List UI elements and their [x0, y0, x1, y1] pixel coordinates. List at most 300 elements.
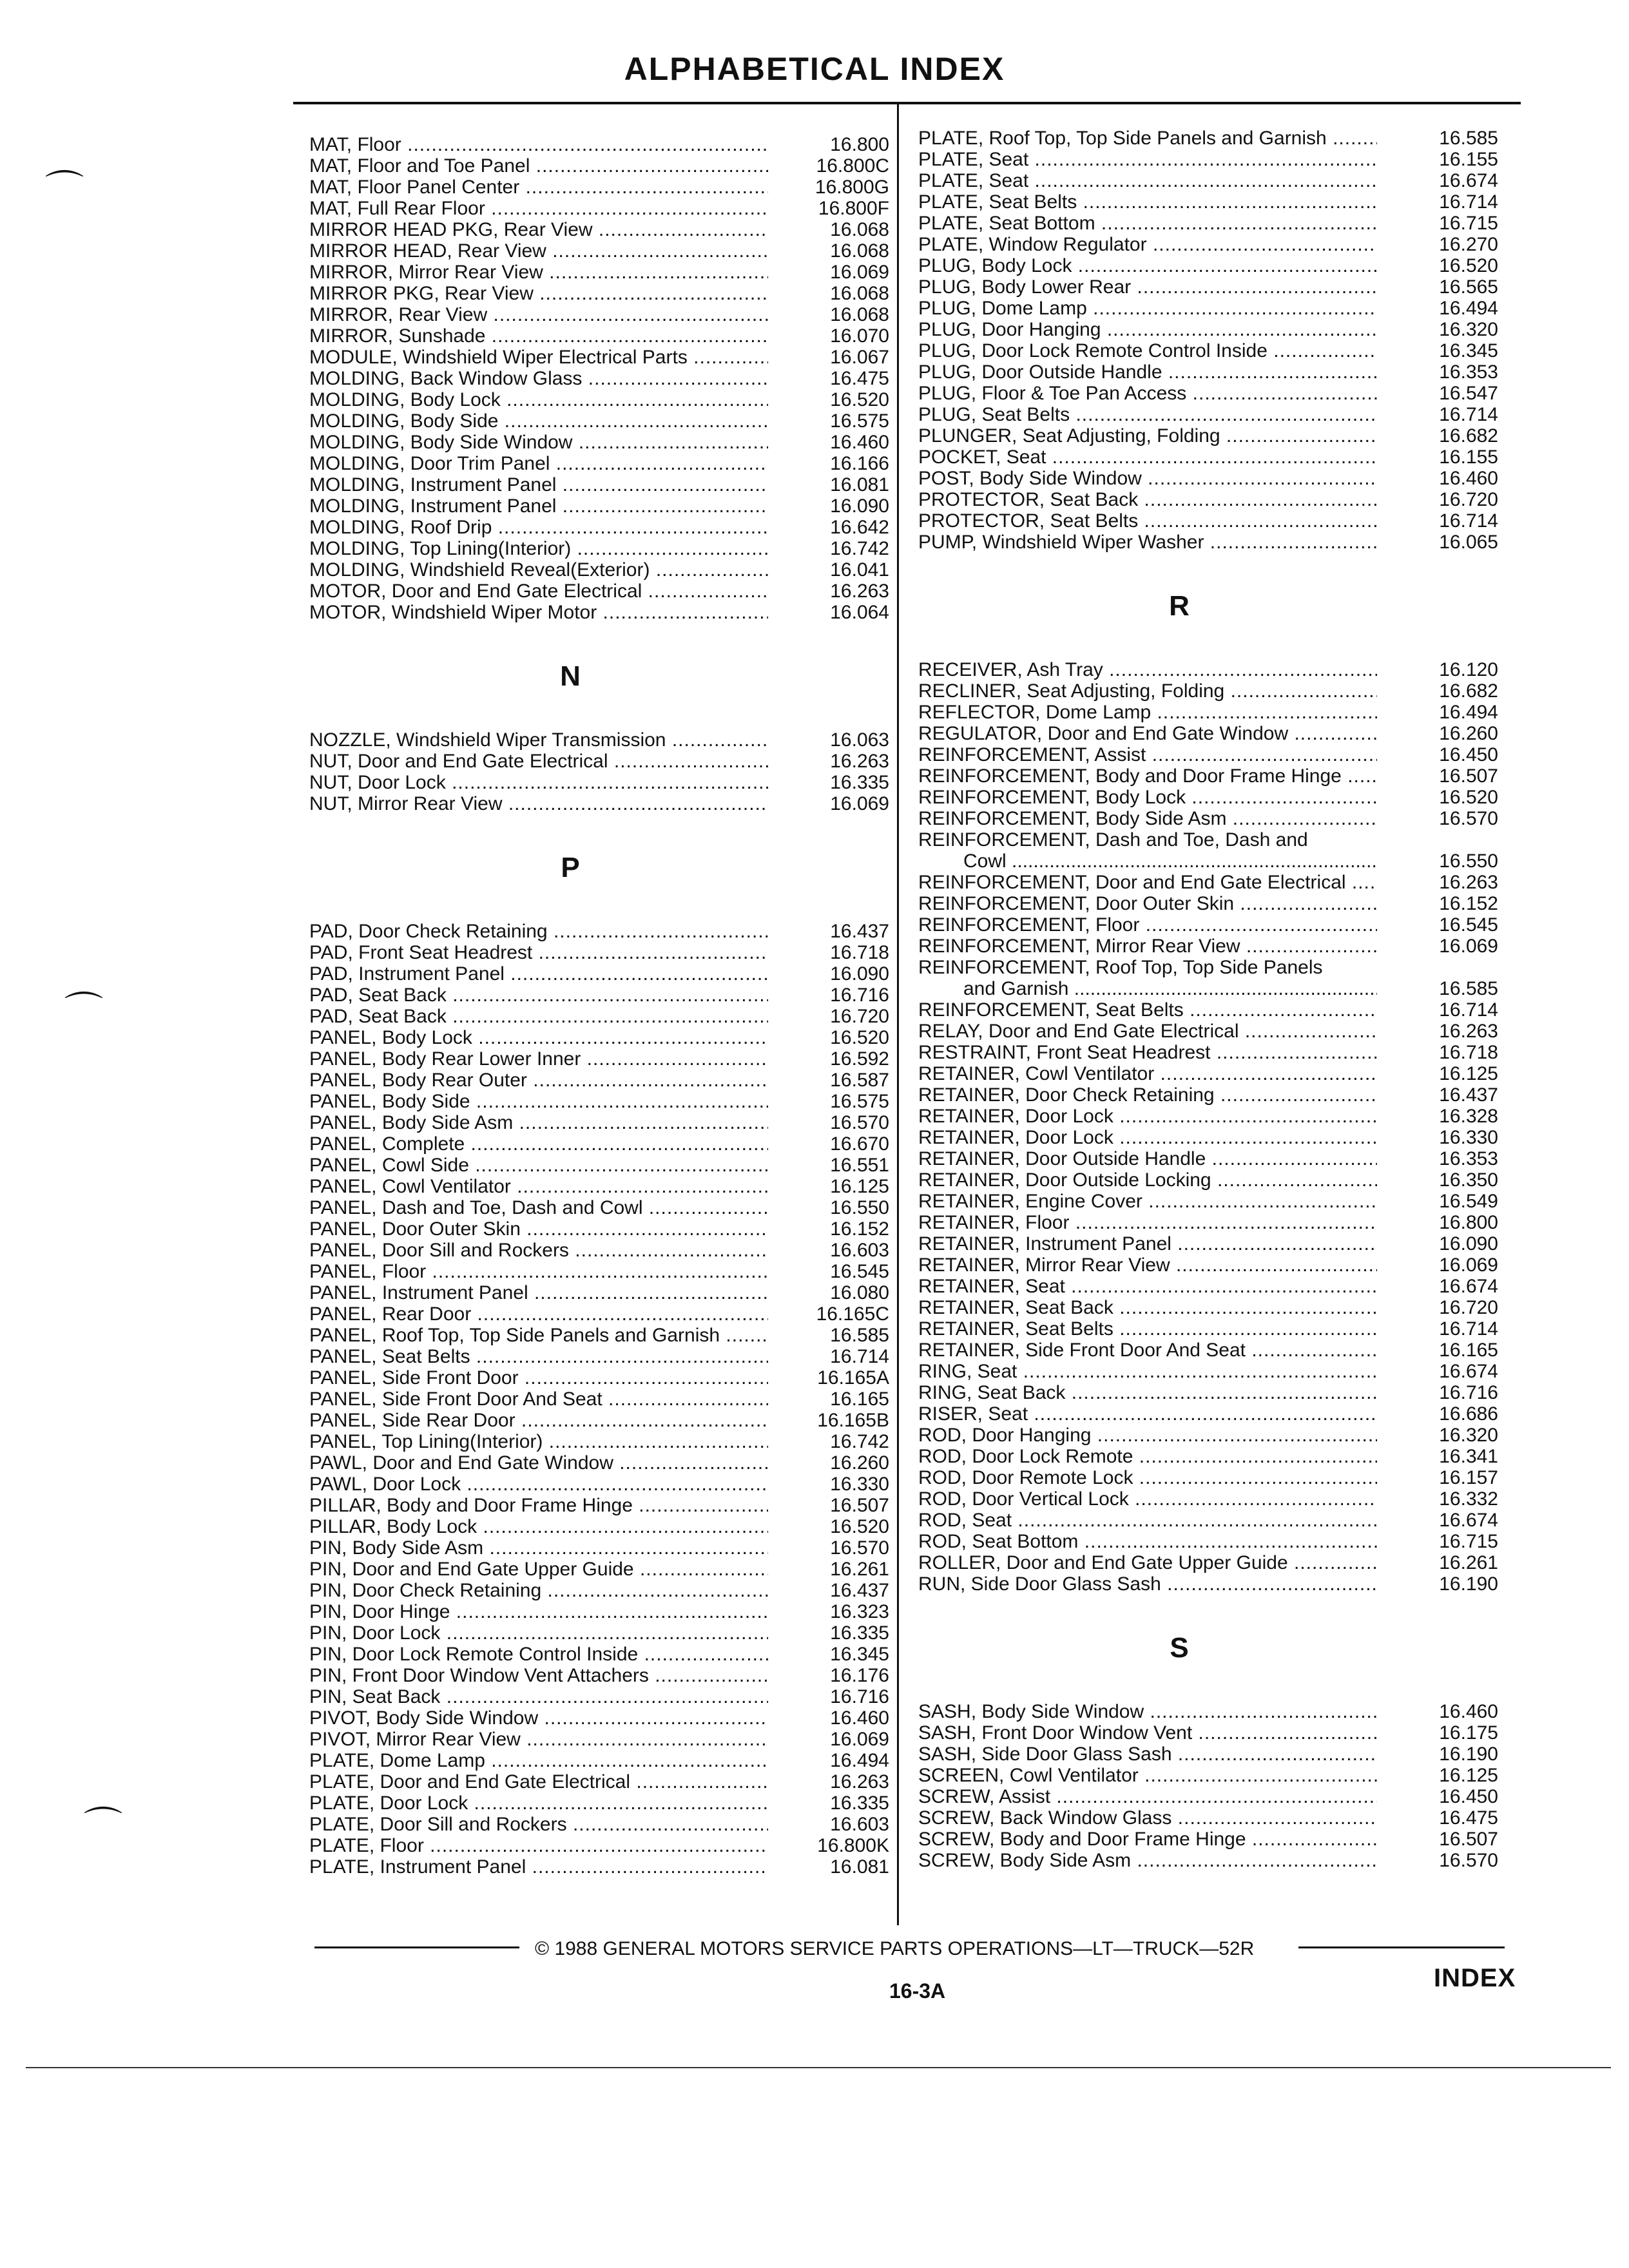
entry-name: NUT, Door and End Gate Electrical .....	[309, 751, 768, 772]
index-entry	[918, 808, 1498, 829]
entry-number: 16.742	[780, 538, 889, 559]
entry-name-continued: Cowl .....	[918, 850, 1377, 872]
index-entry	[309, 1112, 889, 1133]
page-title: ALPHABETICAL INDEX	[624, 51, 1005, 87]
entry-number: 16.165	[780, 1389, 889, 1410]
index-entry	[309, 495, 889, 517]
entry-name: PLATE, Seat .....	[918, 149, 1377, 170]
index-entry	[918, 957, 1498, 999]
entry-number: 16.323	[780, 1601, 889, 1622]
entry-number: 16.715	[1389, 213, 1498, 234]
entry-number: 16.549	[1389, 1191, 1498, 1212]
entry-name: PIN, Door Hinge .....	[309, 1601, 768, 1622]
entry-number: 16.494	[1389, 298, 1498, 319]
index-entry	[918, 1212, 1498, 1233]
index-entry	[918, 191, 1498, 213]
entry-number: 16.263	[1389, 1021, 1498, 1042]
entry-name: PLUNGER, Seat Adjusting, Folding .....	[918, 425, 1377, 447]
entry-name: RETAINER, Mirror Rear View .....	[918, 1254, 1377, 1276]
entry-name: SCREW, Assist .....	[918, 1786, 1377, 1807]
entry-number: 16.041	[780, 559, 889, 581]
entry-name: PANEL, Dash and Toe, Dash and Cowl .....	[309, 1197, 768, 1218]
entry-name: PLUG, Body Lock .....	[918, 255, 1377, 276]
entry-name: RETAINER, Door Outside Handle .....	[918, 1148, 1377, 1169]
entry-number: 16.507	[1389, 1829, 1498, 1850]
index-entry	[309, 517, 889, 538]
entry-name: PANEL, Instrument Panel .....	[309, 1282, 768, 1303]
entry-name: PIN, Body Side Asm .....	[309, 1537, 768, 1559]
entry-name: PAD, Instrument Panel .....	[309, 963, 768, 985]
entry-number: 16.125	[1389, 1765, 1498, 1786]
index-entry	[309, 134, 889, 155]
index-entry	[309, 1474, 889, 1495]
entry-number: 16.550	[1389, 850, 1498, 872]
entry-name: PAWL, Door Lock .....	[309, 1474, 768, 1495]
section-label: INDEX	[1434, 1964, 1516, 1992]
index-entry	[918, 1169, 1498, 1191]
entry-name: PANEL, Door Sill and Rockers .....	[309, 1240, 768, 1261]
entry-name: PANEL, Body Rear Outer .....	[309, 1070, 768, 1091]
entry-name: RETAINER, Engine Cover .....	[918, 1191, 1377, 1212]
index-entry	[918, 1106, 1498, 1127]
entry-number: 16.437	[780, 921, 889, 942]
entry-number: 16.125	[1389, 1063, 1498, 1084]
entry-name: MAT, Floor and Toe Panel .....	[309, 155, 768, 177]
entry-number: 16.260	[780, 1452, 889, 1474]
entry-number: 16.165B	[780, 1410, 889, 1431]
index-entry	[918, 1701, 1498, 1722]
entry-name: POST, Body Side Window .....	[918, 468, 1377, 489]
entry-number: 16.069	[780, 1729, 889, 1750]
entry-number: 16.330	[1389, 1127, 1498, 1148]
entry-name: PLATE, Roof Top, Top Side Panels and Garnish .....	[918, 128, 1377, 149]
entry-name: RETAINER, Door Lock .....	[918, 1127, 1377, 1148]
entry-name: REINFORCEMENT, Dash and Toe, Dash and	[918, 829, 1308, 850]
entry-number: 16.450	[1389, 744, 1498, 765]
entry-name: MIRROR, Mirror Rear View .....	[309, 262, 768, 283]
entry-number: 16.550	[780, 1197, 889, 1218]
entry-number: 16.585	[1389, 128, 1498, 149]
entry-name: PLATE, Seat .....	[918, 170, 1377, 191]
entry-number: 16.714	[1389, 1318, 1498, 1340]
entry-name: PANEL, Cowl Side .....	[309, 1155, 768, 1176]
index-entry	[309, 1133, 889, 1155]
entry-name: ROLLER, Door and End Gate Upper Guide .....	[918, 1552, 1377, 1573]
entry-name: REINFORCEMENT, Floor .....	[918, 914, 1377, 936]
entry-name: PILLAR, Body Lock .....	[309, 1516, 768, 1537]
entry-name: SASH, Body Side Window .....	[918, 1701, 1377, 1722]
entry-number: 16.585	[1389, 978, 1498, 999]
entry-name: MOLDING, Windshield Reveal(Exterior) .....	[309, 559, 768, 581]
index-entry	[918, 276, 1498, 298]
index-entry	[309, 1814, 889, 1835]
index-entry	[309, 1325, 889, 1346]
index-entry	[918, 936, 1498, 957]
entry-name: PIN, Door Lock .....	[309, 1622, 768, 1644]
entry-number: 16.263	[780, 1771, 889, 1792]
entry-number: 16.069	[1389, 936, 1498, 957]
index-entry	[309, 1197, 889, 1218]
entry-number: 16.682	[1389, 425, 1498, 447]
entry-number: 16.714	[1389, 999, 1498, 1021]
index-entry	[918, 1829, 1498, 1850]
index-entry	[918, 1425, 1498, 1446]
entry-number: 16.330	[780, 1474, 889, 1495]
entry-name: PAD, Seat Back .....	[309, 985, 768, 1006]
index-entry	[309, 389, 889, 410]
index-entry	[309, 1027, 889, 1048]
index-entry	[918, 1318, 1498, 1340]
index-entry	[309, 1559, 889, 1580]
entry-name: RING, Seat .....	[918, 1361, 1377, 1382]
entry-name: PANEL, Floor .....	[309, 1261, 768, 1282]
entry-number: 16.475	[780, 368, 889, 389]
index-entry	[309, 1601, 889, 1622]
entry-name: MOLDING, Body Lock .....	[309, 389, 768, 410]
index-entry	[309, 1750, 889, 1771]
column-divider	[897, 102, 899, 1925]
index-entry	[309, 1048, 889, 1070]
index-entry	[309, 559, 889, 581]
entry-number: 16.320	[1389, 319, 1498, 340]
index-entry	[918, 1084, 1498, 1106]
entry-number: 16.069	[780, 793, 889, 814]
entry-name: MOLDING, Instrument Panel .....	[309, 495, 768, 517]
entry-name: PAWL, Door and End Gate Window .....	[309, 1452, 768, 1474]
entry-name: RETAINER, Side Front Door And Seat .....	[918, 1340, 1377, 1361]
entry-number: 16.165C	[780, 1303, 889, 1325]
entry-number: 16.165A	[780, 1367, 889, 1389]
index-entry	[309, 1091, 889, 1112]
entry-name: REINFORCEMENT, Assist .....	[918, 744, 1377, 765]
entry-number: 16.263	[780, 581, 889, 602]
entry-name: REGULATOR, Door and End Gate Window .....	[918, 723, 1377, 744]
entry-number: 16.520	[1389, 787, 1498, 808]
entry-number: 16.176	[780, 1665, 889, 1686]
entry-name: PIN, Door Lock Remote Control Inside .....	[309, 1644, 768, 1665]
index-entry	[918, 1382, 1498, 1403]
entry-name: ROD, Door Hanging .....	[918, 1425, 1377, 1446]
index-entry	[309, 304, 889, 325]
entry-name: REINFORCEMENT, Roof Top, Top Side Panels	[918, 957, 1323, 978]
index-entry	[918, 170, 1498, 191]
entry-number: 16.069	[780, 262, 889, 283]
entry-number: 16.585	[780, 1325, 889, 1346]
index-entry	[309, 1707, 889, 1729]
header-rule	[293, 102, 1521, 104]
entry-name: RESTRAINT, Front Seat Headrest .....	[918, 1042, 1377, 1063]
index-entry	[918, 468, 1498, 489]
entry-number: 16.090	[780, 495, 889, 517]
index-entry	[918, 361, 1498, 383]
index-entry	[918, 447, 1498, 468]
entry-name: PIVOT, Mirror Rear View .....	[309, 1729, 768, 1750]
entry-name: PANEL, Side Rear Door .....	[309, 1410, 768, 1431]
index-entry	[309, 1516, 889, 1537]
section-letter: R	[1169, 590, 1190, 622]
entry-number: 16.341	[1389, 1446, 1498, 1467]
entry-name: REINFORCEMENT, Body Lock .....	[918, 787, 1377, 808]
entry-number: 16.545	[1389, 914, 1498, 936]
entry-number: 16.494	[780, 1750, 889, 1771]
index-entry	[309, 602, 889, 623]
entry-name: PIN, Seat Back .....	[309, 1686, 768, 1707]
entry-name: PLATE, Dome Lamp .....	[309, 1750, 768, 1771]
index-entry	[309, 368, 889, 389]
index-entry	[309, 1771, 889, 1792]
index-entry	[309, 1282, 889, 1303]
entry-name: REINFORCEMENT, Body Side Asm .....	[918, 808, 1377, 829]
index-entry	[309, 262, 889, 283]
entry-name: RETAINER, Door Outside Locking .....	[918, 1169, 1377, 1191]
entry-name: SCREW, Body Side Asm .....	[918, 1850, 1377, 1871]
index-entry	[309, 751, 889, 772]
index-entry	[918, 340, 1498, 361]
entry-name: MOLDING, Door Trim Panel .....	[309, 453, 768, 474]
entry-number: 16.261	[1389, 1552, 1498, 1573]
entry-name: RETAINER, Door Check Retaining .....	[918, 1084, 1377, 1106]
index-entry	[918, 510, 1498, 532]
entry-name: PLATE, Door and End Gate Electrical .....	[309, 1771, 768, 1792]
binder-hole-mark: ⌒	[84, 1805, 122, 1848]
entry-name: PIN, Door and End Gate Upper Guide .....	[309, 1559, 768, 1580]
copyright-notice: © 1988 GENERAL MOTORS SERVICE PARTS OPERATIONS—LT—TRUCK—52R	[535, 1938, 1255, 1959]
entry-name: PLUG, Body Lower Rear .....	[918, 276, 1377, 298]
entry-number: 16.320	[1389, 1425, 1498, 1446]
entry-name: RECLINER, Seat Adjusting, Folding .....	[918, 680, 1377, 702]
index-entry	[918, 787, 1498, 808]
index-entry	[309, 1218, 889, 1240]
entry-number: 16.263	[1389, 872, 1498, 893]
index-entry	[918, 1488, 1498, 1510]
index-entry	[309, 1792, 889, 1814]
entry-number: 16.068	[780, 219, 889, 240]
index-entry	[918, 1510, 1498, 1531]
entry-number: 16.714	[1389, 404, 1498, 425]
index-entry	[918, 1233, 1498, 1254]
footer-rule-left	[314, 1946, 519, 1948]
entry-name: MOLDING, Body Side Window .....	[309, 432, 768, 453]
entry-name: PANEL, Rear Door .....	[309, 1303, 768, 1325]
entry-number: 16.565	[1389, 276, 1498, 298]
entry-name: MIRROR, Sunshade .....	[309, 325, 768, 347]
entry-name: RUN, Side Door Glass Sash .....	[918, 1573, 1377, 1595]
entry-number: 16.080	[780, 1282, 889, 1303]
entry-number: 16.674	[1389, 1361, 1498, 1382]
entry-number: 16.165	[1389, 1340, 1498, 1361]
entry-name: PANEL, Complete .....	[309, 1133, 768, 1155]
entry-number: 16.720	[1389, 1297, 1498, 1318]
entry-name: PAD, Front Seat Headrest .....	[309, 942, 768, 963]
index-entry	[918, 744, 1498, 765]
index-entry	[309, 283, 889, 304]
index-column-right	[918, 128, 1498, 1871]
section-letter: N	[560, 660, 581, 692]
entry-name: PLATE, Seat Bottom .....	[918, 213, 1377, 234]
index-entry	[918, 829, 1498, 872]
index-entry	[918, 723, 1498, 744]
entry-name: MOTOR, Windshield Wiper Motor .....	[309, 602, 768, 623]
index-entry	[309, 1389, 889, 1410]
entry-number: 16.437	[780, 1580, 889, 1601]
entry-name: PROTECTOR, Seat Back .....	[918, 489, 1377, 510]
entry-number: 16.714	[1389, 510, 1498, 532]
index-entry	[309, 1452, 889, 1474]
entry-name: MOLDING, Top Lining(Interior) .....	[309, 538, 768, 559]
entry-name: RETAINER, Seat .....	[918, 1276, 1377, 1297]
entry-name: PANEL, Side Front Door .....	[309, 1367, 768, 1389]
entry-name: REINFORCEMENT, Door and End Gate Electrical .....	[918, 872, 1377, 893]
entry-name: MAT, Full Rear Floor .....	[309, 198, 768, 219]
entry-name: PLUG, Dome Lamp .....	[918, 298, 1377, 319]
entry-name: RETAINER, Cowl Ventilator .....	[918, 1063, 1377, 1084]
index-entry	[918, 255, 1498, 276]
index-entry	[309, 921, 889, 942]
entry-name: PLUG, Door Outside Handle .....	[918, 361, 1377, 383]
index-entry	[309, 1303, 889, 1325]
index-entry	[309, 1686, 889, 1707]
index-entry	[918, 383, 1498, 404]
entry-number: 16.520	[1389, 255, 1498, 276]
entry-name: SCREW, Back Window Glass .....	[918, 1807, 1377, 1829]
index-entry	[918, 914, 1498, 936]
index-entry	[309, 729, 889, 751]
entry-name: SASH, Front Door Window Vent .....	[918, 1722, 1377, 1744]
entry-name: PANEL, Top Lining(Interior) .....	[309, 1431, 768, 1452]
index-entry	[918, 319, 1498, 340]
index-entry	[309, 1240, 889, 1261]
entry-name: PLATE, Instrument Panel .....	[309, 1856, 768, 1878]
entry-name: MOLDING, Roof Drip .....	[309, 517, 768, 538]
entry-name: SCREW, Body and Door Frame Hinge .....	[918, 1829, 1377, 1850]
entry-number: 16.328	[1389, 1106, 1498, 1127]
entry-name: PLUG, Seat Belts .....	[918, 404, 1377, 425]
index-entry	[918, 149, 1498, 170]
entry-number: 16.603	[780, 1814, 889, 1835]
entry-number: 16.742	[780, 1431, 889, 1452]
entry-number: 16.714	[780, 1346, 889, 1367]
binder-hole-mark: ⌒	[45, 168, 84, 211]
entry-name: PANEL, Body Lock .....	[309, 1027, 768, 1048]
entry-number: 16.353	[1389, 361, 1498, 383]
index-entry	[309, 963, 889, 985]
entry-name: PANEL, Roof Top, Top Side Panels and Garnish .....	[309, 1325, 768, 1346]
index-entry	[309, 793, 889, 814]
entry-number: 16.081	[780, 1856, 889, 1878]
entry-name: RETAINER, Instrument Panel .....	[918, 1233, 1377, 1254]
entry-name: MOLDING, Body Side .....	[309, 410, 768, 432]
entry-number: 16.067	[780, 347, 889, 368]
entry-number: 16.090	[1389, 1233, 1498, 1254]
index-entry	[918, 234, 1498, 255]
entry-number: 16.090	[780, 963, 889, 985]
entry-number: 16.603	[780, 1240, 889, 1261]
entry-number: 16.718	[780, 942, 889, 963]
entry-number: 16.520	[780, 389, 889, 410]
entry-number: 16.063	[780, 729, 889, 751]
entry-name: MIRROR PKG, Rear View .....	[309, 283, 768, 304]
index-column-left	[309, 134, 889, 1878]
entry-name: RETAINER, Door Lock .....	[918, 1106, 1377, 1127]
entry-number: 16.070	[780, 325, 889, 347]
index-entry	[309, 581, 889, 602]
entry-number: 16.120	[1389, 659, 1498, 680]
entry-number: 16.570	[780, 1537, 889, 1559]
index-entry	[309, 1006, 889, 1027]
index-entry	[918, 765, 1498, 787]
entry-number: 16.335	[780, 772, 889, 793]
entry-number: 16.263	[780, 751, 889, 772]
entry-name: SASH, Side Door Glass Sash .....	[918, 1744, 1377, 1765]
index-entry	[918, 1467, 1498, 1488]
entry-name: PANEL, Door Outer Skin .....	[309, 1218, 768, 1240]
index-entry	[918, 298, 1498, 319]
index-entry	[918, 1807, 1498, 1829]
index-entry	[918, 1297, 1498, 1318]
entry-number: 16.335	[780, 1622, 889, 1644]
index-entry	[309, 453, 889, 474]
index-entry	[918, 1042, 1498, 1063]
entry-name: ROD, Seat Bottom .....	[918, 1531, 1377, 1552]
entry-name: PANEL, Cowl Ventilator .....	[309, 1176, 768, 1197]
entry-name: PROTECTOR, Seat Belts .....	[918, 510, 1377, 532]
entry-name: REINFORCEMENT, Seat Belts .....	[918, 999, 1377, 1021]
entry-number: 16.800G	[780, 177, 889, 198]
index-entry	[918, 404, 1498, 425]
index-entry	[309, 1580, 889, 1601]
index-entry	[309, 1495, 889, 1516]
entry-number: 16.682	[1389, 680, 1498, 702]
entry-number: 16.716	[780, 985, 889, 1006]
index-entry	[309, 1346, 889, 1367]
entry-number: 16.507	[780, 1495, 889, 1516]
entry-name-continued: and Garnish .....	[918, 978, 1377, 999]
entry-number: 16.674	[1389, 1276, 1498, 1297]
index-entry	[918, 1722, 1498, 1744]
entry-number: 16.720	[780, 1006, 889, 1027]
index-entry	[918, 1191, 1498, 1212]
entry-name: MOTOR, Door and End Gate Electrical .....	[309, 581, 768, 602]
index-entry	[309, 240, 889, 262]
index-entry	[309, 1835, 889, 1856]
binder-hole-mark: ⌒	[64, 990, 103, 1033]
entry-number: 16.190	[1389, 1744, 1498, 1765]
entry-name: PANEL, Side Front Door And Seat .....	[309, 1389, 768, 1410]
entry-number: 16.345	[1389, 340, 1498, 361]
entry-number: 16.494	[1389, 702, 1498, 723]
entry-name: ROD, Door Remote Lock .....	[918, 1467, 1377, 1488]
index-entry	[918, 1254, 1498, 1276]
entry-number: 16.175	[1389, 1722, 1498, 1744]
entry-name: ROD, Door Vertical Lock .....	[918, 1488, 1377, 1510]
index-entry	[309, 772, 889, 793]
index-entry	[918, 1573, 1498, 1595]
entry-name: RETAINER, Seat Back .....	[918, 1297, 1377, 1318]
entry-name: PLATE, Window Regulator .....	[918, 234, 1377, 255]
entry-name: MOLDING, Instrument Panel .....	[309, 474, 768, 495]
entry-name: PLATE, Door Lock .....	[309, 1792, 768, 1814]
index-entry	[309, 1367, 889, 1389]
entry-number: 16.460	[1389, 1701, 1498, 1722]
entry-number: 16.261	[780, 1559, 889, 1580]
index-entry	[309, 1070, 889, 1091]
bottom-edge-line	[26, 2067, 1611, 2068]
entry-number: 16.270	[1389, 234, 1498, 255]
entry-number: 16.575	[780, 410, 889, 432]
entry-name: RETAINER, Seat Belts .....	[918, 1318, 1377, 1340]
index-entry	[918, 1403, 1498, 1425]
entry-number: 16.716	[780, 1686, 889, 1707]
